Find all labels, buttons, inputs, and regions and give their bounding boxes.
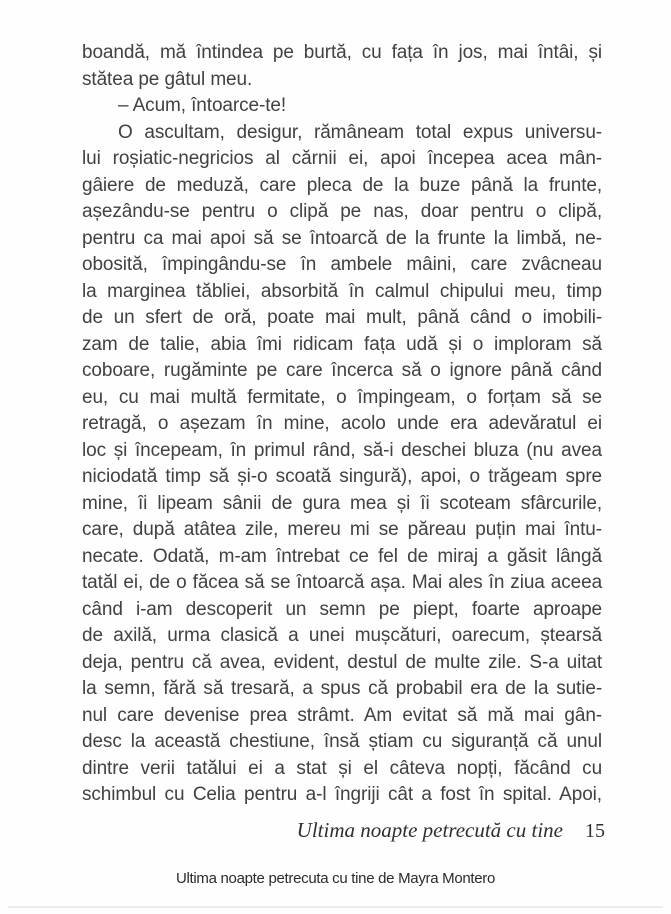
text-line-content: necate. Odată, m-am întrebat ce fel de miraj a găsit lângă [82,545,602,567]
text-line [82,226,602,253]
text-line-content: dintre verii tatălui ei a stat și el câteva nopți, făcând cu [82,757,603,779]
text-line [82,173,602,200]
text-line-content: niciodată timp să și-o scoată singură), apoi, o trăgeam spre [82,466,603,487]
text-line-content: eu, cu mai multă fermitate, o împingeam, o forțam să se [82,386,603,408]
text-line [82,756,602,783]
text-line [82,650,602,677]
text-line [82,464,602,491]
text-line-content: zam de talie, abia îmi ridicam fața udă și o imploram să [82,333,603,355]
text-line [82,491,602,518]
text-line-content: schimbul cu Celia pentru a-l îngriji cât a fost în spital. Apoi, [82,784,602,805]
text-line-content: la semn, fără să tresară, a spus că probabil era de la sutie- [82,678,603,699]
bottom-caption: Ultima noapte petrecuta cu tine de Mayra Montero [175,870,496,887]
text-line-content: lui roșiatic-negricios al cărnii ei, apoi începea acea mân- [82,148,603,169]
text-line-content: de un sfert de oră, poate mai mult, până când o imobili- [82,307,603,328]
text-line-content: O ascultam, desigur, rămâneam total expus universu- [118,121,603,143]
text-line [82,332,602,359]
text-line [82,570,602,597]
text-line [82,703,602,730]
text-line [82,597,602,624]
text-line-content: la marginea tăbliei, absorbită în calmul chipului meu, timp [82,280,603,302]
text-line-content: mine, îi lipeam sânii de gura mea și îi scoteam sfârcurile, [82,492,603,514]
text-line [82,252,602,279]
text-line [82,676,602,703]
text-line [82,120,602,147]
text-line-content: de axilă, urma clasică a unei mușcături, oarecum, ștearsă [82,625,602,646]
text-line [82,358,602,385]
text-line [82,199,602,226]
text-line [82,544,602,571]
text-line-content: când i-am descoperit un semn pe piept, foarte aproape [82,598,603,620]
text-line-content: desc la această chestiune, însă știam cu siguranță că unul [82,731,602,752]
text-line-content: boandă, mă întindea pe burtă, cu fața în jos, mai întâi, și [82,42,602,63]
text-line [82,67,602,94]
page-number: 15 [585,820,605,842]
text-line [82,438,602,465]
text-line-content: pentru ca mai apoi să se întoarcă de la frunte la limbă, ne- [82,227,602,249]
text-line [82,305,602,332]
text-line [82,40,602,67]
text-line [82,385,602,412]
text-line [82,146,602,173]
text-line [82,93,602,120]
text-line-content: așezându-se pentru o clipă pe nas, doar pentru o clipă, [82,201,603,222]
text-line-content: – Acum, întoarce-te! [118,95,287,116]
text-line-content: tatăl ei, de o făcea să se întoarcă așa. Mai ales în ziua aceea [82,572,603,593]
text-line-content: obosită, împingându-se în ambele mâini, care zvâcneau [82,254,602,275]
text-line-content: coboare, rugăminte pe care încerca să o ignore până când [82,360,602,381]
text-line-content: gâiere de meduză, care pleca de la buze până la frunte, [82,174,603,196]
running-footer [297,818,605,843]
text-line-content: nul care devenise prea strâmt. Am evitat să mă mai gân- [82,704,603,726]
running-footer-title: Ultima noapte petrecută cu tine [296,818,563,842]
text-line [82,279,602,306]
text-line-content: retragă, o așezam în mine, acolo unde era adevăratul ei [82,413,603,434]
text-line [82,623,602,650]
bottom-divider [8,906,663,908]
text-line-content: stătea pe gâtul meu. [82,68,253,90]
text-line-content: loc și începeam, în primul rând, să-i deschei bluza (nu avea [82,439,602,461]
text-line-content: care, după atâtea zile, mereu mi se păreau puțin mai întu- [82,519,602,540]
body-text [82,40,602,809]
text-line [82,411,602,438]
text-line [82,782,602,809]
text-line [82,729,602,756]
text-line-content: deja, pentru că avea, evident, destul de multe zile. S-a uitat [82,651,603,673]
text-line [82,517,602,544]
